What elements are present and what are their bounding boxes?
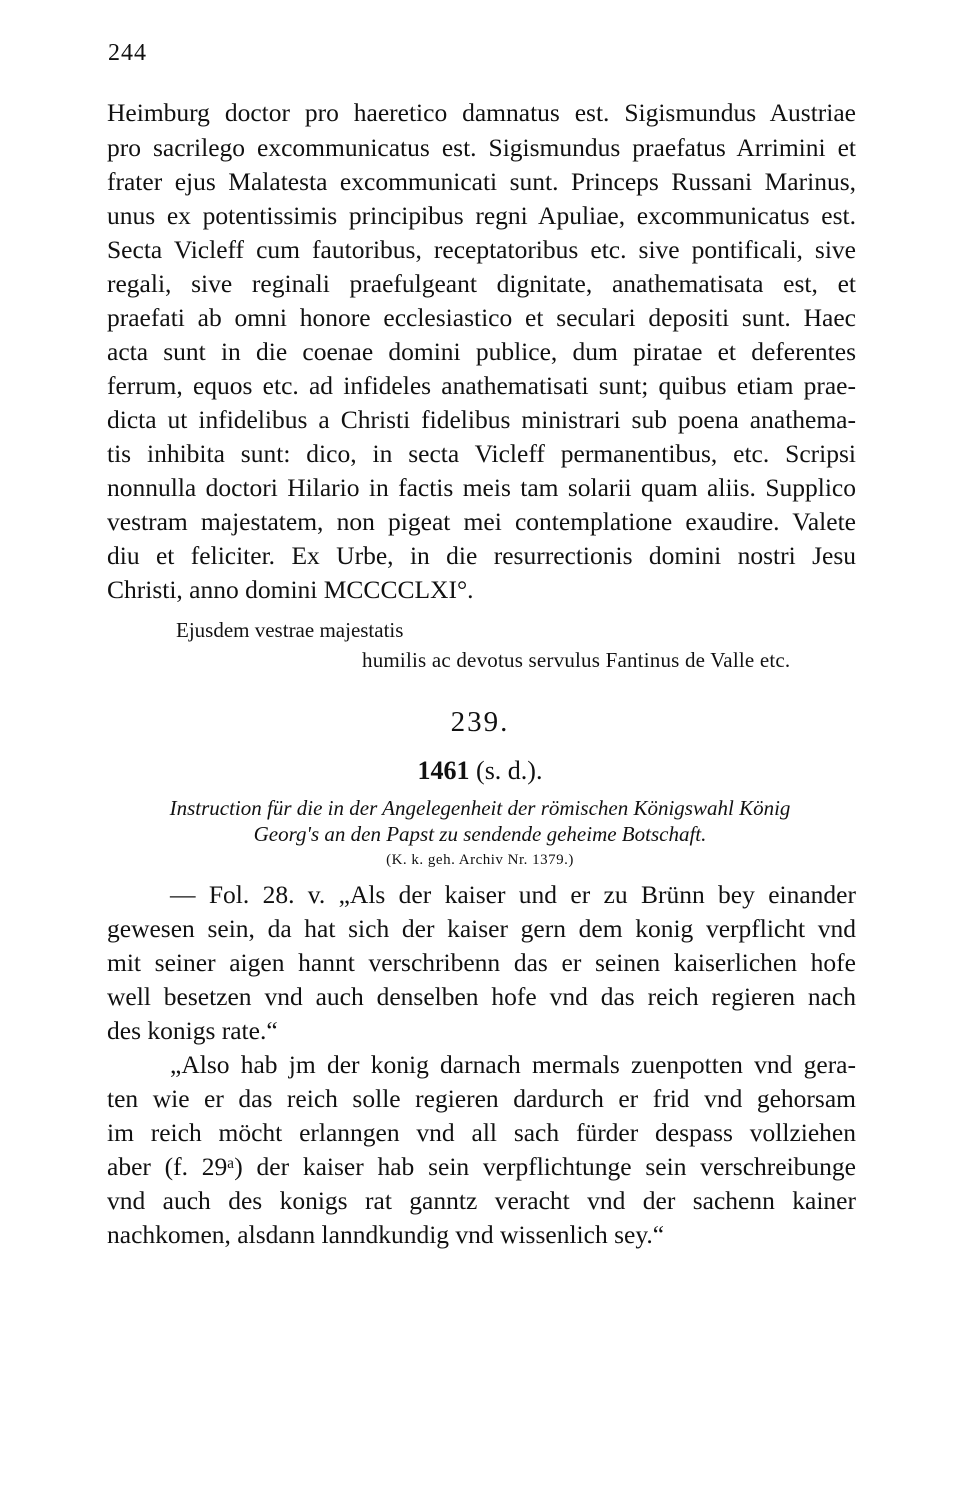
text-line: im reich möcht erlanngen vnd all sach fürder despass vollziehen [107, 1118, 856, 1147]
letter-line: ferrum, equos etc. ad infideles anathematisati sunt; quibus etiam prae- [107, 371, 856, 400]
document-date-note: (s. d.). [476, 756, 543, 785]
document-title-line-2: Georg's an den Papst zu sendende geheime Botschaft. [253, 822, 707, 846]
letter-line: pro sacrilego excommunicatus est. Sigismundus praefatus Arrimini et [107, 133, 856, 162]
text-line: nachkomen, alsdann lanndkundig vnd wissenlich sey.“ [107, 1220, 665, 1249]
text-line: vnd auch des konigs rat ganntz veracht vnd der sachenn kainer [107, 1186, 856, 1215]
letter-line: tis inhibita sunt: dico, in secta Vicleff permanentibus, etc. Scripsi [107, 439, 856, 468]
letter-line: Christi, anno domini MCCCCLXI°. [107, 575, 474, 604]
letter-line: regali, sive reginali praefulgeant dignitate, anathematisata est, et [107, 269, 856, 298]
text-line: — Fol. 28. v. „Als der kaiser und er zu Brünn bey einander [170, 880, 856, 909]
signature-line-1: Ejusdem vestrae majestatis [176, 618, 404, 642]
signature-line-2: humilis ac devotus servulus Fantinus de Valle etc. [362, 648, 791, 672]
letter-line: Heimburg doctor pro haeretico damnatus est. Sigismundus Austriae [107, 98, 856, 127]
text-line: ten wie er das reich solle regieren dardurch er frid vnd gehorsam [107, 1084, 856, 1113]
letter-line: Secta Vicleff cum fautoribus, receptatoribus etc. sive pontificali, sive [107, 235, 856, 264]
text-line: aber (f. 29ᵃ) der kaiser hab sein verpflichtunge sein verschreibunge [107, 1152, 856, 1181]
document-year: 1461 [417, 756, 470, 785]
document-title-line-1: Instruction für die in der Angelegenheit der römischen Königswahl König [169, 796, 791, 820]
text-line: gewesen sein, da hat sich der kaiser gern dem konig verpflicht vnd [107, 914, 856, 943]
archive-source: (K. k. geh. Archiv Nr. 1379.) [386, 852, 574, 868]
text-line: des konigs rate.“ [107, 1016, 278, 1045]
letter-line: frater ejus Malatesta excommunicati sunt. Princeps Russani Marinus, [107, 167, 856, 196]
document-date [0, 756, 960, 786]
text-line: „Also hab jm der konig darnach mermals zuenpotten vnd gera- [170, 1050, 856, 1079]
document-number: 239. [450, 706, 510, 738]
letter-line: acta sunt in die coenae domini publice, dum piratae et deferentes [107, 337, 856, 366]
letter-line: nonnulla doctori Hilario in factis meis tam solarii quam aliis. Supplico [107, 473, 856, 502]
letter-line: vestram majestatem, non pigeat mei contemplatione exaudire. Valete [107, 507, 856, 536]
letter-line: unus ex potentissimis principibus regni Apuliae, excommunicatus est. [107, 201, 856, 230]
letter-line: dicta ut infidelibus a Christi fidelibus ministrari sub poena anathema- [107, 405, 856, 434]
letter-line: praefati ab omni honore ecclesiastico et seculari depositi sunt. Haec [107, 303, 856, 332]
page-number: 244 [108, 40, 147, 66]
text-line: mit seiner aigen hannt verschribenn das er seinen kaiserlichen hofe [107, 948, 856, 977]
text-line: well besetzen vnd auch denselben hofe vnd das reich regieren nach [107, 982, 856, 1011]
letter-line: diu et feliciter. Ex Urbe, in die resurrectionis domini nostri Jesu [107, 541, 856, 570]
